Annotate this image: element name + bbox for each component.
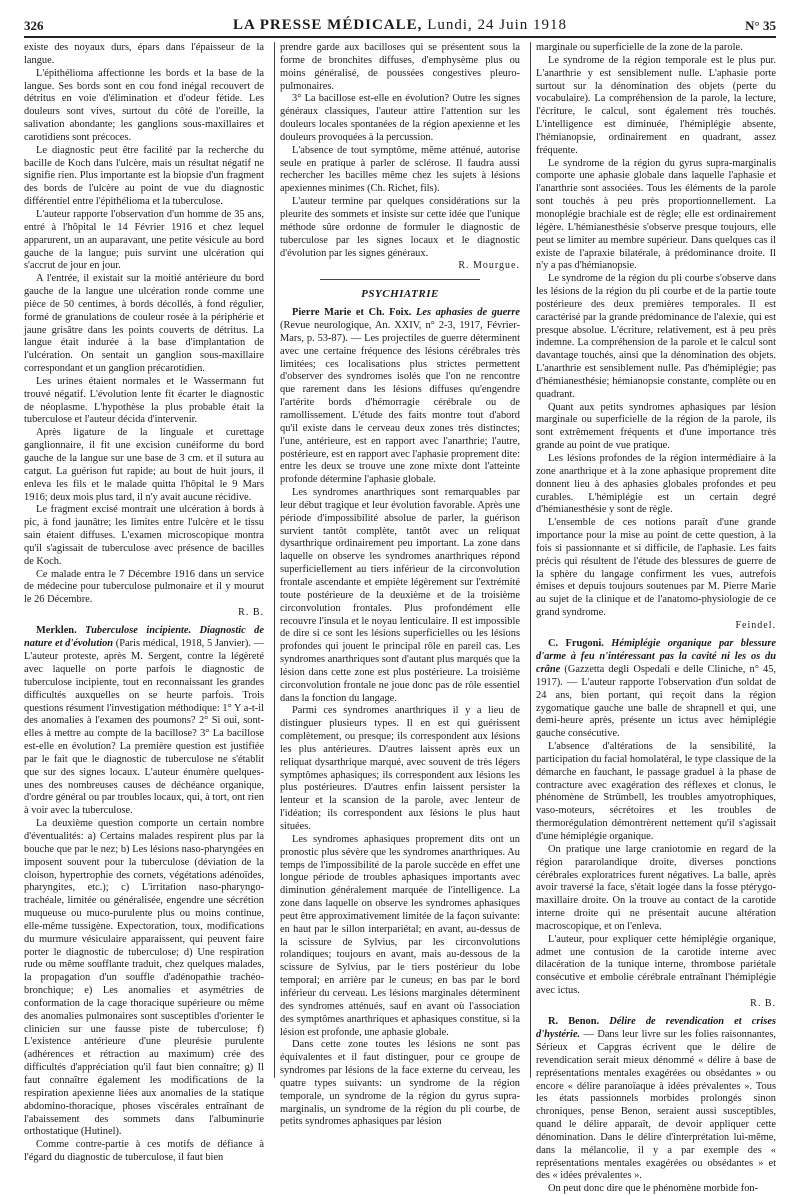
paragraph: A l'entrée, il existait sur la moitié antérieure du bord gauche de la langue une ulcération ronde comme une pièce de 50 centimes, à bords décollés, à fond régulier, formé de granulations de couleur rosée à la périphérie et jaune grisâtre dans les points couverts de détritus. La langue était indurée à la base d'implantation de l'ulcération. On sentait un ganglion sous-maxillaire correspondant et un ganglion précarotidien. xyxy=(24,273,264,375)
reviewer-signature: R. Mourgue. xyxy=(458,260,520,272)
paragraph: Les syndromes aphasiques proprement dits ont un pronostic plus sévère que les syndromes anarthriques. Au temps de l'impossibilité de la parole succède en effet une longue période de troubles aphasiques importants avec diminution généralement marquée de l'intelligence. La zone dans laquelle on observe les syndromes aphasiques peut être approximativement limitée de la façon suivante: en haut par le sillon interpariétal; en avant, au-dessus de la scissure de Sylvius, par les circonvolutions rolandiques; toujours en avant, mais au-dessous de la scissure de Sylvius, par le tiers postérieur du lobe temporal; en arrière par le cuneus; en bas par le bord inférieur du cerveau. Les lésions marginales déterminent des syndromes atténués, sauf en avant où l'association des symptômes anarthriques et aphasiques constitue, si la lésion est profonde, une aphasie globale. xyxy=(280,833,520,1038)
review-title: Hémiplégie organique par blessure d'arme à feu n'intéressant pas la cavité ni les os du crâne xyxy=(536,638,776,675)
section-divider xyxy=(320,279,480,280)
paragraph: L'auteur termine par quelques considérations sur la pleurite des sommets et insiste sur cette idée que l'unique méthode sûre ordonne de formuler le diagnostic de tuberculose par les signes locaux et le diagnostic d'évolution par les signes généraux. xyxy=(280,196,520,259)
paragraph: L'auteur, pour expliquer cette hémiplégie organique, admet une contusion de la carotide interne avec dilacération de la tunique interne, thrombose pariétale consécutive et embolie cérébrale entraînant l'hémiplégie avec ictus. xyxy=(536,933,776,997)
review-entry xyxy=(536,638,776,741)
paragraph: Après ligature de la linguale et curettage ganglionnaire, il fit une excision cunéiforme du bord gauche de la langue sur une base de 3 cm. et il sutura au catgut. La guérison fut rapide; au bout de huit jours, il enleva les fils et le malade quitta l'hôpital le 9 Mars 1916; deux mois plus tard, il n'y avait aucune récidive. xyxy=(24,427,264,503)
paragraph: Le diagnostic peut être facilité par la recherche du bacille de Koch dans l'ulcère, mais un résultat négatif ne signifie rien. Plus importante est la biopsie d'un fragment des bords de l'ulcère au point de vue du diagnostic différentiel entre l'épithélioma et la tuberculose. xyxy=(24,144,264,208)
paragraph: L'épithélioma affectionne les bords et la base de la langue. Ses bords sont en cou fond inégal recouvert de détritus en voie d'élimination et d'odeur fétide. Les douleurs sont vives, surtout du côté de l'oreille, la salivation abondante; les ganglions sous-maxillaires et carotidiens sont précoces. xyxy=(24,67,264,143)
paragraph: Les syndromes anarthriques sont remarquables par leur début tragique et leur évolution favorable. Après une période d'impossibilité absolue de parler, la guérison survient tantôt complète, tantôt avec un reliquat dysarthrique ordinairement peu important. La zone dans laquelle on observe les syndromes anarthriques répond superficiellement au tiers inférieur de la circonvolution frontale ascendante et empiète légèrement sur l'extrémité toute postérieure de la deuxième et de la troisième circonvolution frontales. Plus profondément elle recouvre l'insula et le noyau lenticulaire. Il est impossible de dire si ce sont les lésions superficielles ou les lésions profondes qui jouent le principal rôle en pareil cas. Les syndromes anarthriques sont d'autant plus marqués que la lésion dans cette zone est plus postérieure. La troisième circonvolution frontale ne joue donc pas de rôle essentiel dans la fonction du langage. xyxy=(280,487,520,704)
reviewer-signature: R. B. xyxy=(750,997,776,1009)
paragraph: Comme contre-partie à ces motifs de défiance à l'égard du diagnostic de tuberculose, il faut bien xyxy=(24,1139,264,1164)
review-body: (Revue neurologique, An. XXIV, n° 2-3, 1917, Février-Mars, p. 53-87). — Les projectiles de guerre déterminent avec une certaine fréquence des lésions cérébrales très limitées; ces localisations plus strictes permettent d'observer des syndromes isolés que l'on ne rencontre que rarement dans les lésions diffuses qu'engendre l'artérite bords d'hémorragie cérébrale ou de ramollissement. L'étude des faits montre tout d'abord qu'il existe dans le cerveau deux zones très distinctes; l'une, antérieure, est en rapport avec l'anarthrie; l'autre, postérieure, est en rapport avec l'aphasie proprement dite: entre les deux se trouve une zone mixte dont l'atteinte profonde détermine l'aphasie globale. xyxy=(280,320,520,486)
section-heading: PSYCHIATRIE xyxy=(361,287,439,300)
running-title xyxy=(233,17,567,34)
reviewer-signature: R. B. xyxy=(238,607,264,619)
paragraph: prendre garde aux bacilloses qui se présentent sous la forme de bronchites diffuses, d'emphysème plus ou moins généralisé, de poussées congestives pleuro-pulmonaires. xyxy=(280,42,520,92)
paragraph: marginale ou superficielle de la zone de la parole. xyxy=(536,42,743,53)
paragraph: Le fragment excisé montrait une ulcération à bords à pic, à fond jaunâtre; les limites entre l'ulcère et le tissu sain étaient diffuses. L'examen microscopique montra qu'il s'agissait de tuberculose avec présence de bacilles de Koch. xyxy=(24,504,264,567)
review-entry xyxy=(536,1016,776,1183)
paragraph: Ce malade entra le 7 Décembre 1916 dans un service de médecine pour tuberculose pulmonaire et il y mourut le 26 Décembre. xyxy=(24,568,264,606)
paragraph: On pratique une large craniotomie en regard de la région pararolandique droite, diverses ponctions cérébrales exploratrices furent négatives. La balle, après avoir traversé la face, s'était logée dans la fosse ptérygo-maxillaire droite. On la trouve au contact de la carotide interne droite qui ne présentait aucune altération macroscopique, et on l'enleva. xyxy=(536,843,776,932)
review-author: R. Benon. xyxy=(548,1016,600,1028)
review-author: Merklen. xyxy=(36,625,77,637)
paragraph: L'auteur rapporte l'observation d'un homme de 35 ans, entré à l'hôpital le 14 Février 1916 et chez lequel apparurent, un an auparavant, une petite vésicule au bord gauche de la langue; puis survint une ulcération qui s'accrut de jour en jour. xyxy=(24,208,264,272)
review-entry xyxy=(24,625,264,818)
paragraph: Parmi ces syndromes anarthriques il y a lieu de distinguer plusieurs types. Il en est qui guérissent complètement, ou presque; ils correspondent aux lésions les plus antérieures. D'autres laissent après eux un reliquat dysarthrique marqué, avec souvent de très légers symptômes aphasiques; ils correspondent aux lésions les plus postérieures. D'autres enfin laissent persister la lenteur et la scansion de la parole, avec lenteur de l'idéation; ils correspondent aux lésions le plus haut situées. xyxy=(280,705,520,833)
review-author: C. Frugoni. xyxy=(548,638,604,650)
paragraph: Les lésions profondes de la région intermédiaire à la zone anarthrique et à la zone aphasique proprement dite donnent lieu à des aphasies globales profondes et peu curables. L'hémiplégie est un certain degré d'hémianesthésie y sont de règle. xyxy=(536,453,776,516)
issue-date: Lundi, 24 Juin 1918 xyxy=(427,17,568,33)
review-body: (Paris médical, 1918, 5 Janvier). — L'auteur proteste, après M. Sergent, contre la légèreté avec laquelle on porte parfois le diagnostic de tuberculose incipiente, tout en reconnaissant les grandes difficultés auxquelles on se heurte parfois. Trois questions résument l'investigation méthodique: 1° Y a-t-il des anomalies à l'examen des poumons? 2° Si oui, sont-elles à mettre au compte de la bacillose? 3° La bacillose est-elle en évolution? La première question est justifiée par le fait que le diagnostic de tuberculose ne s'établit que sur des signes locaux. L'auteur énumère quelques-unes des nombreuses causes de déchéance organique, d'ordre général ou par troubles locaux, qui, à tort, ont rien à voir avec la tuberculose. xyxy=(24,638,264,817)
review-title: Les aphasies de guerre xyxy=(416,307,520,319)
review-entry xyxy=(280,307,520,487)
paragraph: Le syndrome de la région du pli courbe s'observe dans les lésions de la région du pli courbe et de la partie toute postérieure des deux premières temporales. Il est caractérisé par la grande prédominance de l'alexie, qui est presque absolue. L'écriture, relativement, est à peu près indemne. La compréhension de la parole et le calcul sont davantage touchés, ainsi que la dénomination des objets. L'anarthrie est sensiblement nulle. Pas d'hémiplégie; pas d'hémianesthésie; hémianopsie constante, complète ou en quadrant. xyxy=(536,273,776,400)
paragraph: Le syndrome de la région temporale est le plus pur. L'anarthrie y est sensiblement nulle. L'aphasie porte surtout sur la dénomination des objets (perte du vocabulaire). La compréhension de la parole, la lecture, l'écriture, le calcul, sont également très touchés. L'intelligence est diminuée, l'hémiplégie absente, l'hémianopsie, ordinairement en quadrant, assez fréquente. xyxy=(536,54,776,156)
paragraph: 3° La bacillose est-elle en évolution? Outre les signes généraux classiques, l'auteur attire l'attention sur les douleurs locales spontanées de la région apexienne et les douleurs provoquées à la percussion. xyxy=(280,93,520,143)
review-title: Délire de revendication et crises d'hystérie. xyxy=(536,1016,777,1041)
review-author: Pierre Marie et Ch. Foix. xyxy=(292,307,412,319)
issue-number: N° 35 xyxy=(745,18,776,33)
paragraph: L'absence de tout symptôme, même atténué, autorise seule en pratique à parler de sclérose. Il faudra aussi rechercher les bacilles même chez les sujets à lésions apexiennes minimes (Ch. Richet, fils). xyxy=(280,144,520,195)
paragraph: L'absence d'altérations de la sensibilité, la participation du facial homolatéral, le type classique de la démarche en fauchant, le passage graduel à la phase de contracture avec exagération des réflexes et clonus, le phénomène de Strümbell, les troubles amyotrophiques, vaso-moteurs, sécrétoires et les troubles de thermorégulation démontrèrent nettement qu'il s'agissait d'une hémiplégie organique. xyxy=(536,741,776,842)
reviewer-signature: Feindel. xyxy=(735,619,776,631)
paragraph: Le syndrome de la région du gyrus supra-marginalis comporte une aphasie globale dans laquelle l'aphasie et l'anarthrie sont associées. Tous les éléments de la parole sont touchés à peu près proportionnellement. La monoplégie brachiale est de règle; elle est ordinairement légère. L'hémianesthésie s'observe presque toujours, elle peut se limiter au membre supérieur. Dans quelques cas il existe de l'apraxie bilatérale, à prédominance droite. Il n'y a pas d'hémianopsie. xyxy=(536,157,776,272)
column-3 xyxy=(530,42,777,1195)
column-1 xyxy=(24,42,264,1164)
review-body: — Dans leur livre sur les folies raisonnantes, Sérieux et Capgras écrivent que le délire de revendication serait mieux dénommé « délire à base de représentations mentales exagérées ou obsédantes » ou encore « délire paranoïaque à idées prévalentes ». Tous les états passionnels morbides prolongés sinon chroniques, pense Benon, seraient aussi susceptibles, quand le délire apparaît, de devoir appliquer cette dénomination. Dans le délire d'interprétation lui-même, dans la mélancolie, il y a par exemple des « représentations mentales exagérées ou obsédantes » et des « idées prévalentes ». xyxy=(536,1029,776,1182)
page-number: 326 xyxy=(24,18,44,33)
paragraph: La deuxième question comporte un certain nombre d'éventualités: a) Certains malades respirent plus par la bouche que par le nez; b) Les lésions naso-pharyngées en imposent souvent pour la tuberculose (déviation de la cloison, hypertrophie des cornets, végétations adénoïdes, pharyngites, etc.); c) L'irritation naso-pharyngo-trachéale, limitée ou généralisée, engendre une sécrétion muqueuse ou muco-purulente plus ou moins continue, elle-même tussigène. Expectoration, toux, modifications du murmure vésiculaire apparaissent, qui peuvent faire porter le diagnostic de tuberculose; d) Une respiration rude ou même soufflante traduit, chez quelques malades, la propagation d'un souffle d'adénopathie trachéo-bronchique; e) Les anomalies et asymétries de conformation de la cage thoracique supérieure ou même des anomalies pulmonaires sont susceptibles d'orienter le clinicien sur une fausse piste de tuberculose; f) L'existence antérieure d'une pleurésie purulente (adhérences et rétraction au maximum) crée des difficultés d'appréciation qu'il faut bien connaître; g) Il faut connaître également les modifications de la respiration apexienne liées aux anomalies de la statique abdomino-thoracique, phoses viscérales entraînant de l'abaissement des sommets dans l'albuminurie orthostatique (Hutinel). xyxy=(24,818,264,1138)
paragraph: L'ensemble de ces notions paraît d'une grande importance pour la mise au point de cette question, à la fois si passionnante et si difficile, de l'aphasie. Les faits précis qui résultent de l'étude des blessures de guerre de la sphère du langage confirment les vues, autrefois émises et depuis toujours soutenues par M. Pierre Marie au sujet de la clinique et de l'anatomo-physiologie de ce grand syndrome. xyxy=(536,517,776,619)
paragraph: Quant aux petits syndromes aphasiques par lésion marginale ou superficielle de la région de la parole, ils sont extrêmement fréquents et d'une importance très grande au point de vue pratique. xyxy=(536,401,776,452)
journal-name: LA PRESSE MÉDICALE, xyxy=(232,17,423,33)
review-title: Tuberculose incipiente. Diagnostic de nature et d'évolution xyxy=(24,625,264,650)
review-body: (Gazzetta degli Ospedali e delle Cliniche, n° 45, 1917). — L'auteur rapporte l'observation d'un soldat de 24 ans, bien portant, qui reçoit dans la région zygomatique gauche une balle de shrapnell et qui, une demi-heure après, présente un ictus avec hémiplégie gauche consécutive. xyxy=(536,664,776,740)
columns xyxy=(24,42,777,1195)
page-header xyxy=(24,8,776,34)
paragraph: Les urines étaient normales et le Wassermann fut trouvé négatif. L'évolution lente fit écarter le diagnostic de néoplasme. L'hypothèse la plus probable était la tuberculose et l'auteur décida d'intervenir. xyxy=(24,375,264,426)
header-rule xyxy=(24,36,776,38)
column-2 xyxy=(274,42,520,1128)
paragraph: existe des noyaux durs, épars dans l'épaisseur de la langue. xyxy=(24,42,264,66)
paragraph: On peut donc dire que le phénomène morbide fon- xyxy=(548,1183,759,1195)
paragraph: Dans cette zone toutes les lésions ne sont pas équivalentes et il faut distinguer, pour ce groupe de syndromes par lésions de la face externe du cerveau, les quatre types suivants: un syndrome de la région temporale, un syndrome de la région du gyrus supra-marginalis, un syndrome de la région du pli courbe, de petits syndromes aphasiques par lésion xyxy=(280,1039,520,1128)
